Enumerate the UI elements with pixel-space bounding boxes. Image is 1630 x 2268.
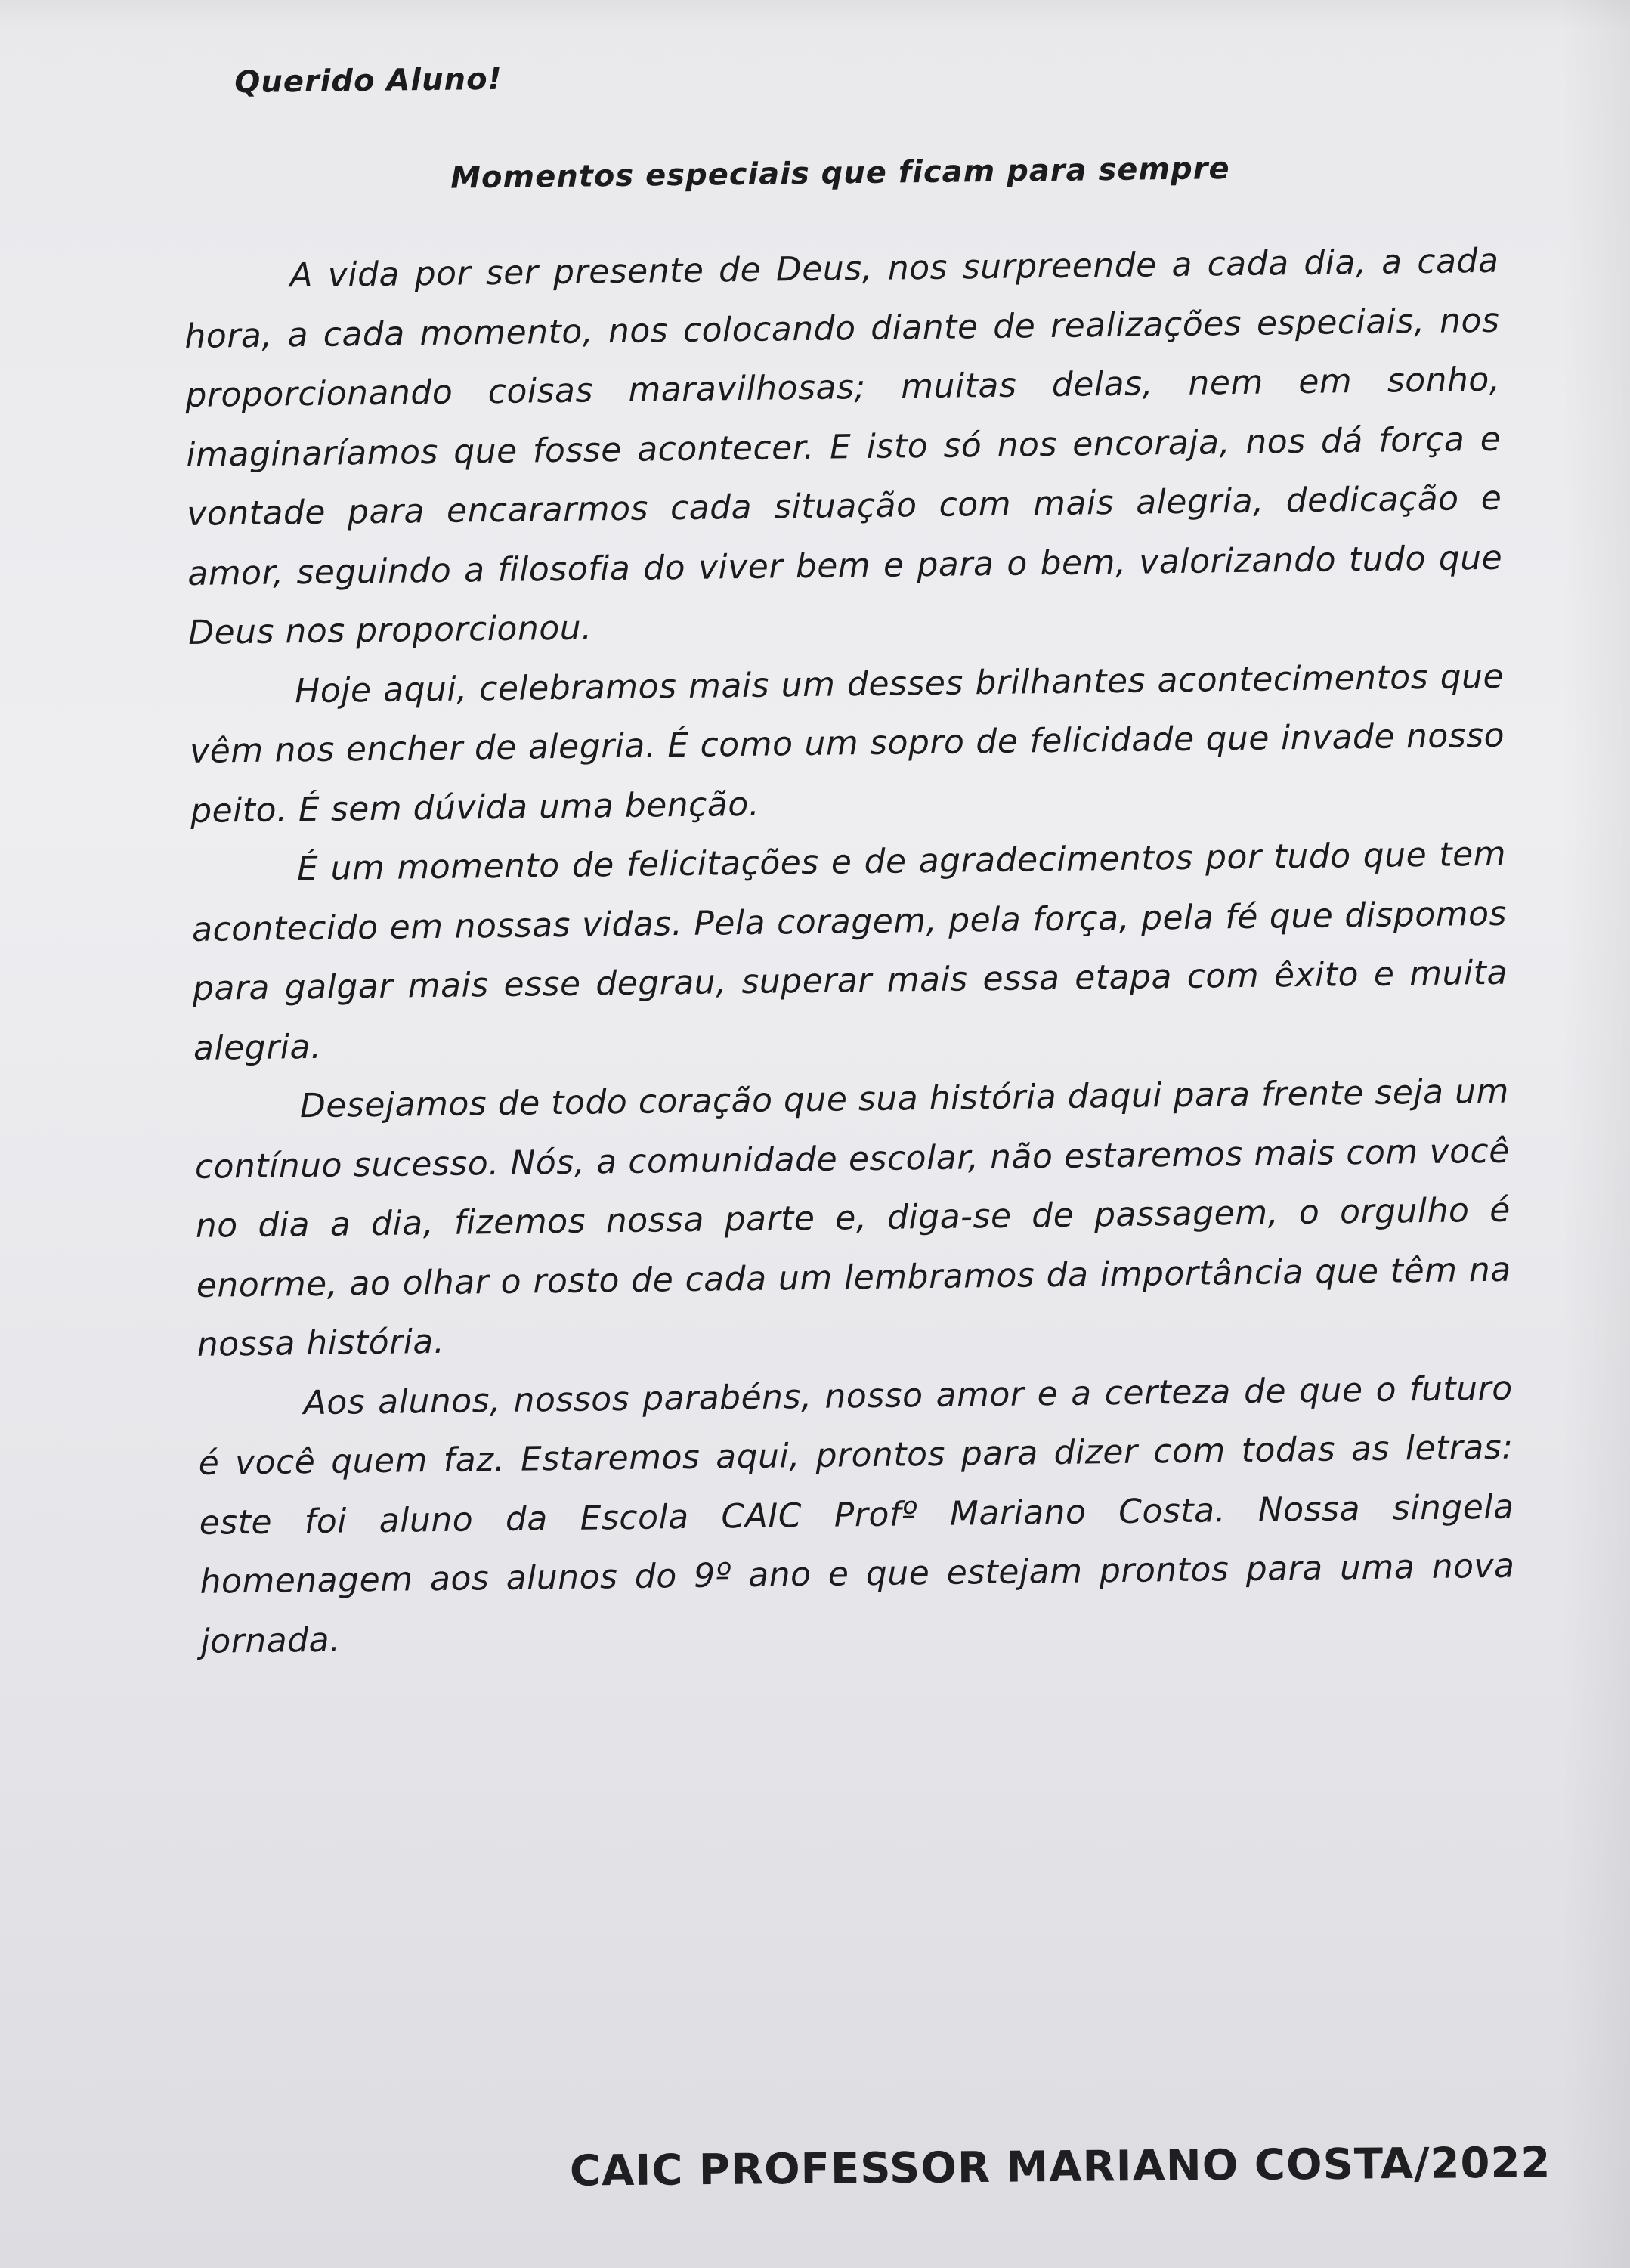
- letter-paragraph: A vida por ser presente de Deus, nos surpreende a cada dia, a cada hora, a cada momento, nos colocando diante de realizações especiais, nos proporcionando coisas maravilhosas; muitas delas, nem em sonho, imaginaríamos que fosse acontecer. E isto só nos encoraja, nos dá força e vontade para encararmos cada situação com mais alegria, dedicação e amor, seguindo a filosofia do viver bem e para o bem, valorizando tudo que Deus nos proporcionou.: [184, 241, 1503, 652]
- letter-title: Momentos especiais que ficam para sempre: [450, 151, 1230, 196]
- letter-body: [184, 232, 1516, 1672]
- letter-paragraph: Desejamos de todo coração que sua história daqui para frente seja um contínuo sucesso. Nós, a comunidade escolar, não estaremos mais com você no dia a dia, fizemos nossa parte e, diga-se de passagem, o orgulho é enorme, ao olhar o rosto de cada um lembramos da importância que têm na nossa história.: [194, 1072, 1511, 1364]
- paper-shadow-top: [0, 0, 1630, 30]
- letter-paragraph: Aos alunos, nossos parabéns, nosso amor e a certeza de que o futuro é você quem faz. Estaremos aqui, prontos para dizer com todas as letras: este foi aluno da Escola CAIC Profº Mariano Costa. Nossa singela homenagem aos alunos do 9º ano e que estejam prontos para uma nova jornada.: [198, 1369, 1515, 1661]
- letter-paragraph: É um momento de felicitações e de agradecimentos por tudo que tem acontecido em nossas vidas. Pela coragem, pela força, pela fé que dispomos para galgar mais esse degrau, superar mais essa etapa com êxito e muita alegria.: [191, 834, 1508, 1068]
- school-signature: CAIC PROFESSOR MARIANO COSTA/2022: [569, 2138, 1551, 2196]
- letter-content: [181, 45, 1516, 1672]
- paper-shadow-right: [1562, 0, 1630, 2268]
- letter-greeting: Querido Aluno!: [234, 61, 503, 101]
- letter-paragraph: Hoje aqui, celebramos mais um desses brilhantes acontecimentos que vêm nos encher de alegria. É como um sopro de felicidade que invade nosso peito. É sem dúvida uma benção.: [189, 657, 1505, 831]
